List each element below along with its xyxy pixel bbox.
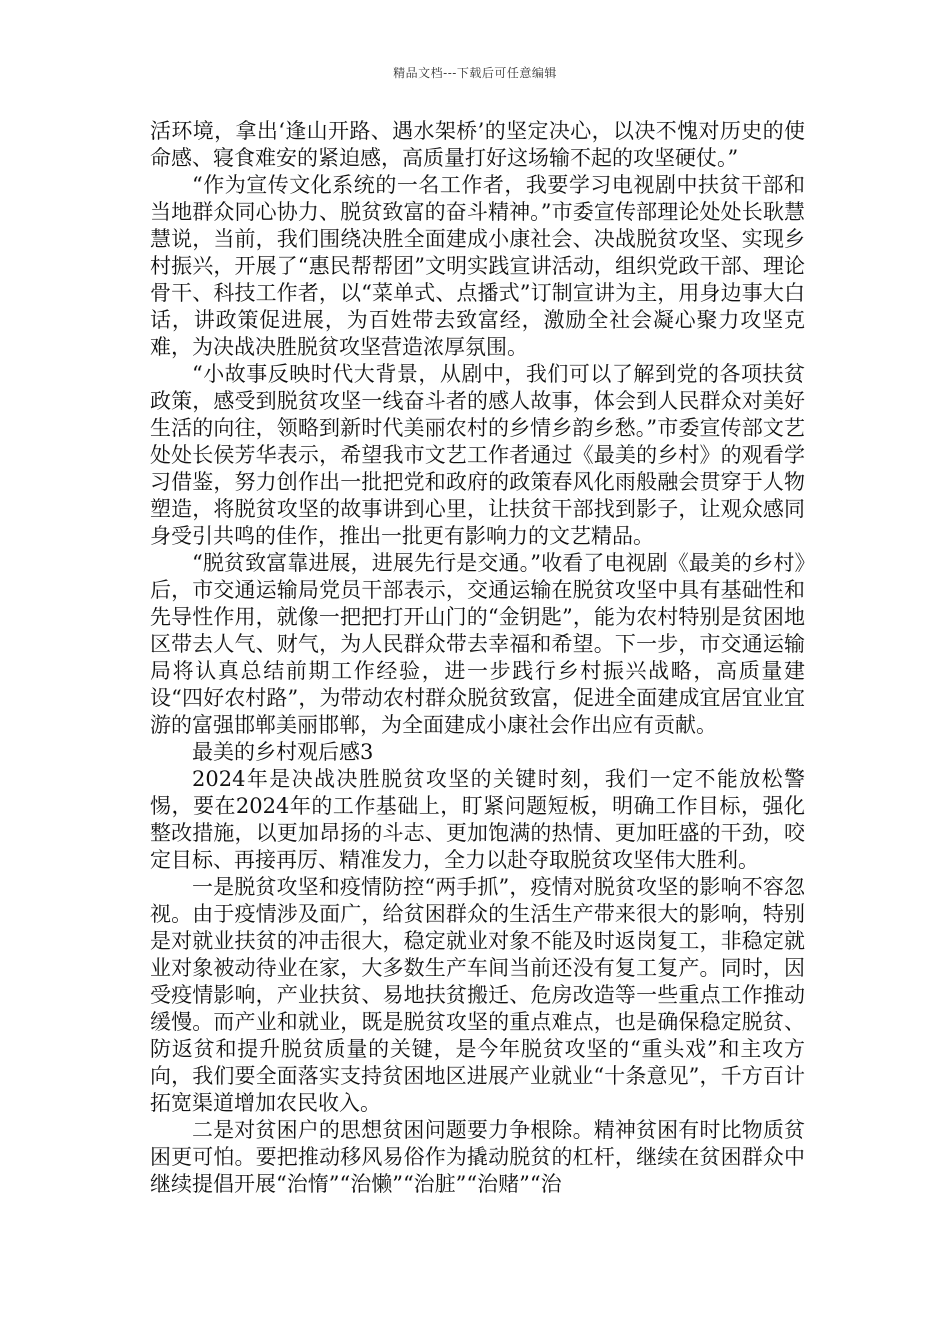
paragraph: “小故事反映时代大背景，从剧中，我们可以了解到党的各项扶贫政策，感受到脱贫攻坚一线奋斗者的感人故事，体会到人民群众对美好生活的向往，领略到新时代美丽农村的乡情乡韵乡愁。”市委宣传部文艺处处长侯芳华表示，希望我市文艺工作者通过《最美的乡村》的观看学习借鉴，努力创作出一批把党和政府的政策春风化雨般融会贯穿于人物塑造，将脱贫攻坚的故事讲到心里，让扶贫干部找到影子，让观众感同身受引共鸣的佳作，推出一批更有影响力的文艺精品。 [150,362,805,548]
section-heading: 最美的乡村观后感3 [192,740,374,764]
page-header: 精品文档---下载后可任意编辑 [393,66,557,80]
paragraph: “脱贫致富靠进展，进展先行是交通。”收看了电视剧《最美的乡村》后，市交通运输局党员干部表示，交通运输在脱贫攻坚中具有基础性和先导性作用，就像一把把打开山门的“金钥匙”，能为农村特别是贫困地区带去人气、财气，为人民群众带去幸福和希望。下一步，市交通运输局将认真总结前期工作经验，进一步践行乡村振兴战略，高质量建设“四好农村路”，为带动农村群众脱贫致富，促进全面建成宜居宜业宜游的富强邯郸美丽邯郸，为全面建成小康社会作出应有贡献。 [150,551,805,737]
paragraph: “作为宣传文化系统的一名工作者，我要学习电视剧中扶贫干部和当地群众同心协力、脱贫致富的奋斗精神。”市委宣传部理论处处长耿慧慧说，当前，我们围绕决胜全面建成小康社会、决战脱贫攻坚、实现乡村振兴，开展了“惠民帮帮团”文明实践宣讲活动，组织党政干部、理论骨干、科技工作者，以“菜单式、点播式”订制宣讲为主，用身边事大白话，讲政策促进展，为百姓带去致富经，激励全社会凝心聚力攻坚克难，为决战决胜脱贫攻坚营造浓厚氛围。 [150,173,805,359]
document-body [150,118,805,1198]
paragraph: 二是对贫困户的思想贫困问题要力争根除。精神贫困有时比物质贫困更可怕。要把推动移风易俗作为撬动脱贫的杠杆，继续在贫困群众中继续提倡开展“治惰”“治懒”“治脏”“治赌”“治 [150,1118,805,1196]
paragraph-continuation: 活环境，拿出‘逢山开路、遇水架桥’的坚定决心，以决不愧对历史的使命感、寝食难安的紧迫感，高质量打好这场输不起的攻坚硬仗。” [150,119,805,170]
paragraph: 2024年是决战决胜脱贫攻坚的关键时刻，我们一定不能放松警惕，要在2024年的工作基础上，盯紧问题短板，明确工作目标，强化整改措施，以更加昂扬的斗志、更加饱满的热情、更加旺盛的干劲，咬定目标、再接再厉、精准发力，全力以赴夺取脱贫攻坚伟大胜利。 [150,767,805,872]
paragraph: 一是脱贫攻坚和疫情防控“两手抓”，疫情对脱贫攻坚的影响不容忽视。由于疫情涉及面广，给贫困群众的生活生产带来很大的影响，特别是对就业扶贫的冲击很大，稳定就业对象不能及时返岗复工，非稳定就业对象被动待业在家，大多数生产车间当前还没有复工复产。同时，因受疫情影响，产业扶贫、易地扶贫搬迁、危房改造等一些重点工作推动缓慢。而产业和就业，既是脱贫攻坚的重点难点，也是确保稳定脱贫、防返贫和提升脱贫质量的关键，是今年脱贫攻坚的“重头戏”和主攻方向，我们要全面落实支持贫困地区进展产业就业“十条意见”，千方百计拓宽渠道增加农民收入。 [150,875,805,1115]
